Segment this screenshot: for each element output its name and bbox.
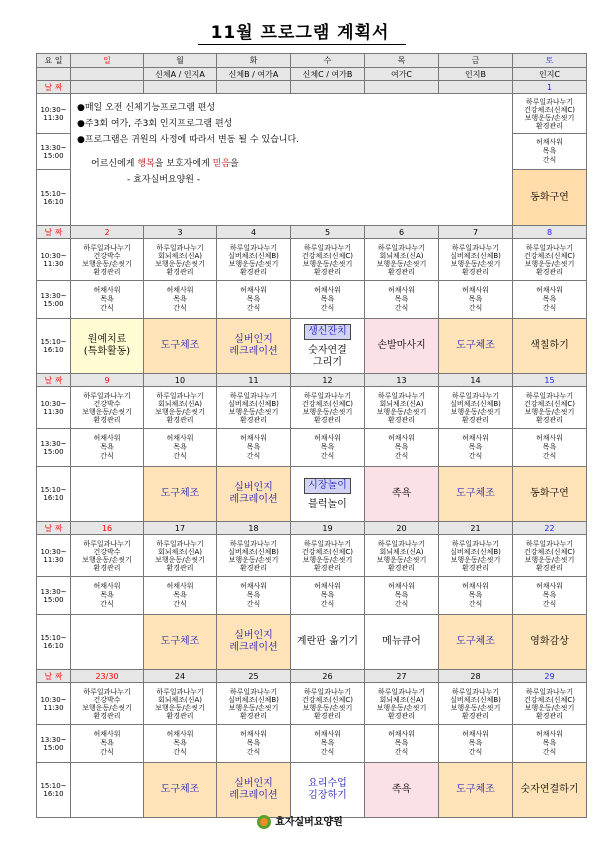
am-cell: 하루일과나누기 회뇌체조(신A) 보행운동/손씻기 환경관리: [365, 239, 439, 281]
event-cell: 실버인지 레크레이션: [217, 319, 291, 374]
event-cell: 계란판 옮기기: [291, 615, 365, 670]
event-cell: 동화구연: [513, 170, 587, 226]
event-cell: 요리수업 김장하기: [291, 763, 365, 818]
date-cell: 9: [71, 374, 144, 387]
am-cell: 하루일과나누기 실버체조(신체B) 보행운동/손씻기 환경관리: [217, 683, 291, 725]
event-cell: 손발마사지: [365, 319, 439, 374]
am-cell: 하루일과나누기 건강체조(신체C) 보행운동/손씻기 환경관리: [513, 535, 587, 577]
date-label: 날 짜: [37, 374, 71, 387]
date-label: 날 짜: [37, 81, 71, 94]
date-label: 날 짜: [37, 522, 71, 535]
group-header: 인지B: [439, 68, 513, 81]
day-header: 일: [71, 54, 144, 68]
date-cell: 29: [513, 670, 587, 683]
notice-line: ●프로그램은 귀원의 사정에 따라서 변동 될 수 있습니다.: [77, 135, 300, 145]
group-header: 신체B / 여가A: [217, 68, 291, 81]
event-cell: 동화구연: [513, 467, 587, 522]
time-cell: 15:10~ 16:10: [37, 170, 71, 226]
pm-cell: 허채사워 목욕 간식: [439, 429, 513, 467]
day-header: 월: [144, 54, 217, 68]
date-cell: 6: [365, 226, 439, 239]
event-cell: 도구체조: [144, 319, 217, 374]
notice-line: ●주3회 여가, 주3회 인지프로그램 편성: [77, 119, 233, 129]
am-cell: 하루일과나누기 건강체조(신체C) 보행운동/손씻기 환경관리: [291, 683, 365, 725]
am-cell: 하루일과나누기 건강박수 보행운동/손씻기 환경관리: [71, 239, 144, 281]
pm-cell: 허채사워 목욕 간식: [513, 281, 587, 319]
pm-cell: 허채사워 목욕 간식: [365, 725, 439, 763]
pm-cell: 허채사워 목욕 간식: [217, 429, 291, 467]
event-cell: 숫자연결하기: [513, 763, 587, 818]
event-cell: 도구체조: [144, 615, 217, 670]
event-cell: [71, 615, 144, 670]
date-cell: 22: [513, 522, 587, 535]
am-cell: 하루일과나누기 건강체조(신체C) 보행운동/손씻기 환경관리: [513, 387, 587, 429]
pm-cell: 허채사워 목욕 간식: [513, 134, 587, 170]
date-cell: 10: [144, 374, 217, 387]
event-cell: 도구체조: [439, 615, 513, 670]
date-cell: 20: [365, 522, 439, 535]
page-title: 11월 프로그램 계획서: [210, 23, 390, 43]
date-cell: 3: [144, 226, 217, 239]
logo-icon: [257, 815, 271, 829]
date-cell: 12: [291, 374, 365, 387]
time-cell: 10:30~ 11:30: [37, 94, 71, 134]
date-cell: [439, 81, 513, 94]
am-cell: 하루일과나누기 건강체조(신체C) 보행운동/손씻기 환경관리: [513, 239, 587, 281]
pm-cell: 허채사워 목욕 간식: [439, 725, 513, 763]
pm-cell: 허채사워 목욕 간식: [291, 429, 365, 467]
date-cell: 8: [513, 226, 587, 239]
pm-cell: 허채사워 목욕 간식: [439, 281, 513, 319]
day-header: 화: [217, 54, 291, 68]
am-cell: 하루일과나누기 회뇌체조(신A) 보행운동/손씻기 환경관리: [144, 683, 217, 725]
time-cell: 13:30~ 15:00: [37, 429, 71, 467]
am-cell: 하루일과나누기 회뇌체조(신A) 보행운동/손씻기 환경관리: [365, 535, 439, 577]
event-highlight: 생신잔치: [304, 324, 351, 340]
event-cell: [291, 319, 365, 374]
event-cell: [71, 763, 144, 818]
date-cell: 21: [439, 522, 513, 535]
corner-label: 요 일: [37, 54, 71, 68]
pm-cell: 허채사워 목욕 간식: [365, 281, 439, 319]
date-cell: 2: [71, 226, 144, 239]
day-header: 수: [291, 54, 365, 68]
day-header: 금: [439, 54, 513, 68]
date-cell: 26: [291, 670, 365, 683]
notice-msg-part: 어르신에게: [91, 159, 138, 169]
group-header: [71, 68, 144, 81]
corner-blank: [37, 68, 71, 81]
pm-cell: 허채사워 목욕 간식: [144, 429, 217, 467]
am-cell: 하루일과나누기 건강체조(신체C) 보행운동/손씻기 환경관리: [513, 94, 587, 134]
pm-cell: 허채사워 목욕 간식: [291, 577, 365, 615]
date-cell: 25: [217, 670, 291, 683]
am-cell: 하루일과나누기 실버체조(신체B) 보행운동/손씻기 환경관리: [439, 239, 513, 281]
notice-msg-part: 을: [230, 159, 239, 169]
time-cell: 13:30~ 15:00: [37, 134, 71, 170]
group-header: 여가C: [365, 68, 439, 81]
pm-cell: 허채사워 목욕 간식: [71, 725, 144, 763]
am-cell: 하루일과나누기 건강박수 보행운동/손씻기 환경관리: [71, 683, 144, 725]
am-cell: 하루일과나누기 건강박수 보행운동/손씻기 환경관리: [71, 387, 144, 429]
event-cell: 영화감상: [513, 615, 587, 670]
am-cell: 하루일과나누기 건강체조(신체C) 보행운동/손씻기 환경관리: [291, 387, 365, 429]
group-header: 신체C / 여가B: [291, 68, 365, 81]
pm-cell: 허채사워 목욕 간식: [144, 281, 217, 319]
date-cell: 1: [513, 81, 587, 94]
am-cell: 하루일과나누기 실버체조(신체B) 보행운동/손씻기 환경관리: [217, 387, 291, 429]
am-cell: 하루일과나누기 실버체조(신체B) 보행운동/손씻기 환경관리: [439, 387, 513, 429]
date-label: 날 짜: [37, 226, 71, 239]
date-cell: 28: [439, 670, 513, 683]
day-header: 토: [513, 54, 587, 68]
date-cell: 11: [217, 374, 291, 387]
am-cell: 하루일과나누기 회뇌체조(신A) 보행운동/손씻기 환경관리: [144, 387, 217, 429]
date-cell: 23/30: [71, 670, 144, 683]
date-cell: 24: [144, 670, 217, 683]
group-header: 인지C: [513, 68, 587, 81]
pm-cell: 허채사워 목욕 간식: [217, 725, 291, 763]
date-cell: [217, 81, 291, 94]
pm-cell: 허채사워 목욕 간식: [144, 725, 217, 763]
time-cell: 13:30~ 15:00: [37, 725, 71, 763]
date-cell: [291, 81, 365, 94]
event-cell: 실버인지 레크레이션: [217, 763, 291, 818]
am-cell: 하루일과나누기 실버체조(신체B) 보행운동/손씻기 환경관리: [217, 535, 291, 577]
date-cell: 7: [439, 226, 513, 239]
am-cell: 하루일과나누기 회뇌체조(신A) 보행운동/손씻기 환경관리: [144, 535, 217, 577]
am-cell: 하루일과나누기 실버체조(신체B) 보행운동/손씻기 환경관리: [439, 535, 513, 577]
pm-cell: 허채사워 목욕 간식: [144, 577, 217, 615]
pm-cell: 허채사워 목욕 간식: [71, 281, 144, 319]
date-cell: 14: [439, 374, 513, 387]
pm-cell: 허채사워 목욕 간식: [513, 577, 587, 615]
event-cell: 도구체조: [439, 467, 513, 522]
am-cell: 하루일과나누기 건강체조(신체C) 보행운동/손씻기 환경관리: [291, 535, 365, 577]
event-cell: 도구체조: [439, 319, 513, 374]
notice-line: ●매일 오전 신체기능프로그램 편성: [77, 103, 216, 113]
footer-label: 효자실버요양원: [275, 817, 343, 828]
am-cell: 하루일과나누기 회뇌체조(신A) 보행운동/손씻기 환경관리: [365, 683, 439, 725]
time-cell: 10:30~ 11:30: [37, 239, 71, 281]
date-label: 날 짜: [37, 670, 71, 683]
time-cell: 13:30~ 15:00: [37, 577, 71, 615]
pm-cell: 허채사워 목욕 간식: [439, 577, 513, 615]
time-cell: 10:30~ 11:30: [37, 535, 71, 577]
date-cell: 5: [291, 226, 365, 239]
schedule-table: [36, 53, 587, 818]
pm-cell: 허채사워 목욕 간식: [217, 577, 291, 615]
pm-cell: 허채사워 목욕 간식: [291, 725, 365, 763]
date-cell: 19: [291, 522, 365, 535]
am-cell: 하루일과나누기 회뇌체조(신A) 보행운동/손씻기 환경관리: [365, 387, 439, 429]
event-sub: 숫자연결 그리기: [308, 344, 347, 368]
pm-cell: 허채사워 목욕 간식: [71, 429, 144, 467]
time-cell: 15:10~ 16:10: [37, 319, 71, 374]
am-cell: 하루일과나누기 건강박수 보행운동/손씻기 환경관리: [71, 535, 144, 577]
time-cell: 13:30~ 15:00: [37, 281, 71, 319]
date-cell: [144, 81, 217, 94]
pm-cell: 허채사워 목욕 간식: [513, 429, 587, 467]
notice-msg-part: 믿음: [212, 159, 231, 169]
notice-message: [91, 160, 506, 169]
footer: [0, 813, 600, 829]
notice-msg-part: 행복: [137, 159, 155, 169]
event-cell: 메뉴큐어: [365, 615, 439, 670]
am-cell: 하루일과나누기 건강체조(신체C) 보행운동/손씻기 환경관리: [513, 683, 587, 725]
event-cell: [71, 467, 144, 522]
notice-msg-part: 을 보호자에게: [154, 159, 213, 169]
event-cell: 원예치료 (특화활동): [71, 319, 144, 374]
date-cell: 18: [217, 522, 291, 535]
pm-cell: 허채사워 목욕 간식: [291, 281, 365, 319]
pm-cell: 허채사워 목욕 간식: [217, 281, 291, 319]
time-cell: 15:10~ 16:10: [37, 615, 71, 670]
am-cell: 하루일과나누기 건강체조(신체C) 보행운동/손씻기 환경관리: [291, 239, 365, 281]
time-cell: 10:30~ 11:30: [37, 683, 71, 725]
event-highlight: 시장놀이: [304, 478, 351, 494]
am-cell: 하루일과나누기 회뇌체조(신A) 보행운동/손씻기 환경관리: [144, 239, 217, 281]
time-cell: 15:10~ 16:10: [37, 763, 71, 818]
notice-sign: - 효자실버요양원 -: [127, 175, 201, 185]
notice-block: [71, 94, 513, 226]
date-cell: 27: [365, 670, 439, 683]
event-sub: 블럭놀이: [308, 498, 347, 510]
date-cell: [71, 81, 144, 94]
event-cell: 실버인지 레크레이션: [217, 467, 291, 522]
date-cell: 13: [365, 374, 439, 387]
event-cell: [291, 467, 365, 522]
time-cell: 10:30~ 11:30: [37, 387, 71, 429]
date-cell: 17: [144, 522, 217, 535]
pm-cell: 허채사워 목욕 간식: [71, 577, 144, 615]
event-cell: 색칠하기: [513, 319, 587, 374]
event-cell: 도구체조: [144, 763, 217, 818]
date-cell: [365, 81, 439, 94]
time-cell: 15:10~ 16:10: [37, 467, 71, 522]
event-cell: 도구체조: [439, 763, 513, 818]
event-cell: 족욕: [365, 763, 439, 818]
event-cell: 도구체조: [144, 467, 217, 522]
date-cell: 4: [217, 226, 291, 239]
title-underline: [198, 44, 406, 45]
pm-cell: 허채사워 목욕 간식: [365, 577, 439, 615]
event-cell: 실버인지 레크레이션: [217, 615, 291, 670]
event-cell: 족욕: [365, 467, 439, 522]
day-header: 목: [365, 54, 439, 68]
am-cell: 하루일과나누기 실버체조(신체B) 보행운동/손씻기 환경관리: [439, 683, 513, 725]
date-cell: 16: [71, 522, 144, 535]
pm-cell: 허채사워 목욕 간식: [513, 725, 587, 763]
date-cell: 15: [513, 374, 587, 387]
group-header: 신체A / 인지A: [144, 68, 217, 81]
pm-cell: 허채사워 목욕 간식: [365, 429, 439, 467]
am-cell: 하루일과나누기 실버체조(신체B) 보행운동/손씻기 환경관리: [217, 239, 291, 281]
